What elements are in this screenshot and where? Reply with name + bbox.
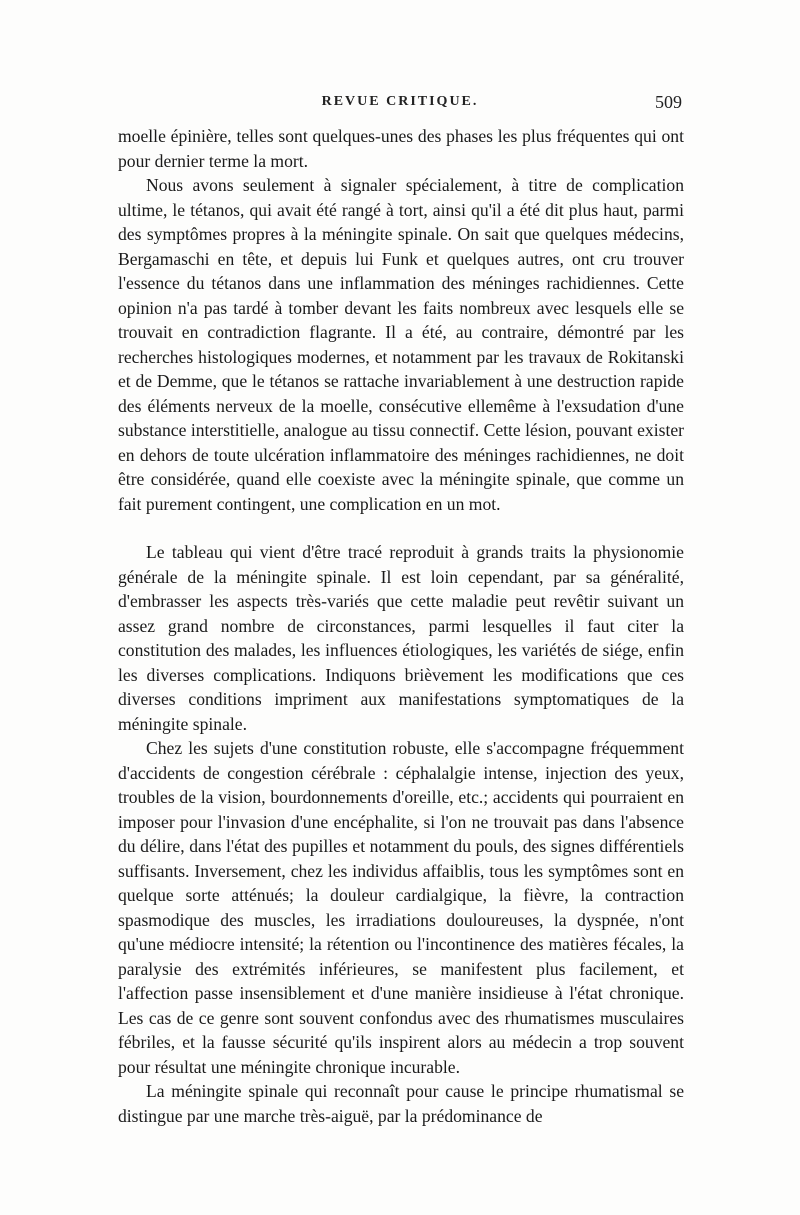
paragraph-continuation: moelle épinière, telles sont quelques-unes des phases les plus fréquentes qui ont pour dernier terme la mort. <box>118 126 684 171</box>
paragraph-tetanos: Nous avons seulement à signaler spécialement, à titre de complication ultime, le tétanos, qui avait été rangé à tort, ainsi qu'il a été dit plus haut, parmi des symptômes propres à la méningite spinale. On sait que quelques médecins, Bergamaschi en tête, et depuis lui Funk et quelques autres, ont cru trouver l'essence du tétanos dans une inflammation des méninges rachidiennes. Cette opinion n'a pas tardé à tomber devant les faits nombreux avec lesquels elle se trouvait en contradiction flagrante. Il a été, au contraire, démontré par les recherches histologiques modernes, et notamment par les travaux de Rokitanski et de Demme, que le tétanos se rattache invariablement à une destruction rapide des éléments nerveux de la moelle, consécutive ellemême à l'exsudation d'une substance interstitielle, analogue au tissu connectif. Cette lésion, pouvant exister en dehors de toute ulcération inflammatoire des méninges rachidiennes, ne doit être considérée, quand elle coexiste avec la méningite spinale, que comme un fait purement contingent, une complication en un mot. <box>118 175 684 514</box>
paragraph-constitution: Chez les sujets d'une constitution robuste, elle s'accompagne fréquemment d'accidents de congestion cérébrale : céphalalgie intense, injection des yeux, troubles de la vision, bourdonnements d'oreille, etc.; accidents qui pourraient en imposer pour l'invasion d'une encéphalite, si l'on ne trouvait pas dans l'absence du délire, dans l'état des pupilles et notamment du pouls, des signes différentiels suffisants. Inversement, chez les individus affaiblis, tous les symptômes sont en quelque sorte atténués; la douleur cardialgique, la fièvre, la contraction spasmodique des muscles, les irradiations douloureuses, la dyspnée, n'ont qu'une médiocre intensité; la rétention ou l'incontinence des matières fécales, la paralysie des extrémités inférieures, se manifestent plus facilement, et l'affection passe insensiblement et d'une manière insidieuse à l'état chronique. Les cas de ce genre sont souvent confondus avec des rhumatismes musculaires fébriles, et la fausse sécurité qu'ils inspirent alors au médecin a trop souvent pour résultat une méningite chronique incurable. <box>118 738 684 1077</box>
paragraph-tableau: Le tableau qui vient d'être tracé reproduit à grands traits la physionomie générale de la méningite spinale. Il est loin cependant, par sa généralité, d'embrasser les aspects très-variés que cette maladie peut revêtir suivant un assez grand nombre de circonstances, parmi lesquelles il faut citer la constitution des malades, les influences étiologiques, les variétés de siége, enfin les diverses complications. Indiquons brièvement les modifications que ces diverses conditions impriment aux manifestations symptomatiques de la méningite spinale. <box>118 542 684 734</box>
running-title: REVUE CRITIQUE. <box>321 94 479 109</box>
paragraph-rhumatismal: La méningite spinale qui reconnaît pour cause le principe rhumatismal se distingue par une marche très-aiguë, par la prédominance de <box>118 1081 684 1126</box>
body-text <box>118 124 684 1128</box>
running-head <box>118 94 682 116</box>
page-number: 509 <box>655 92 682 112</box>
